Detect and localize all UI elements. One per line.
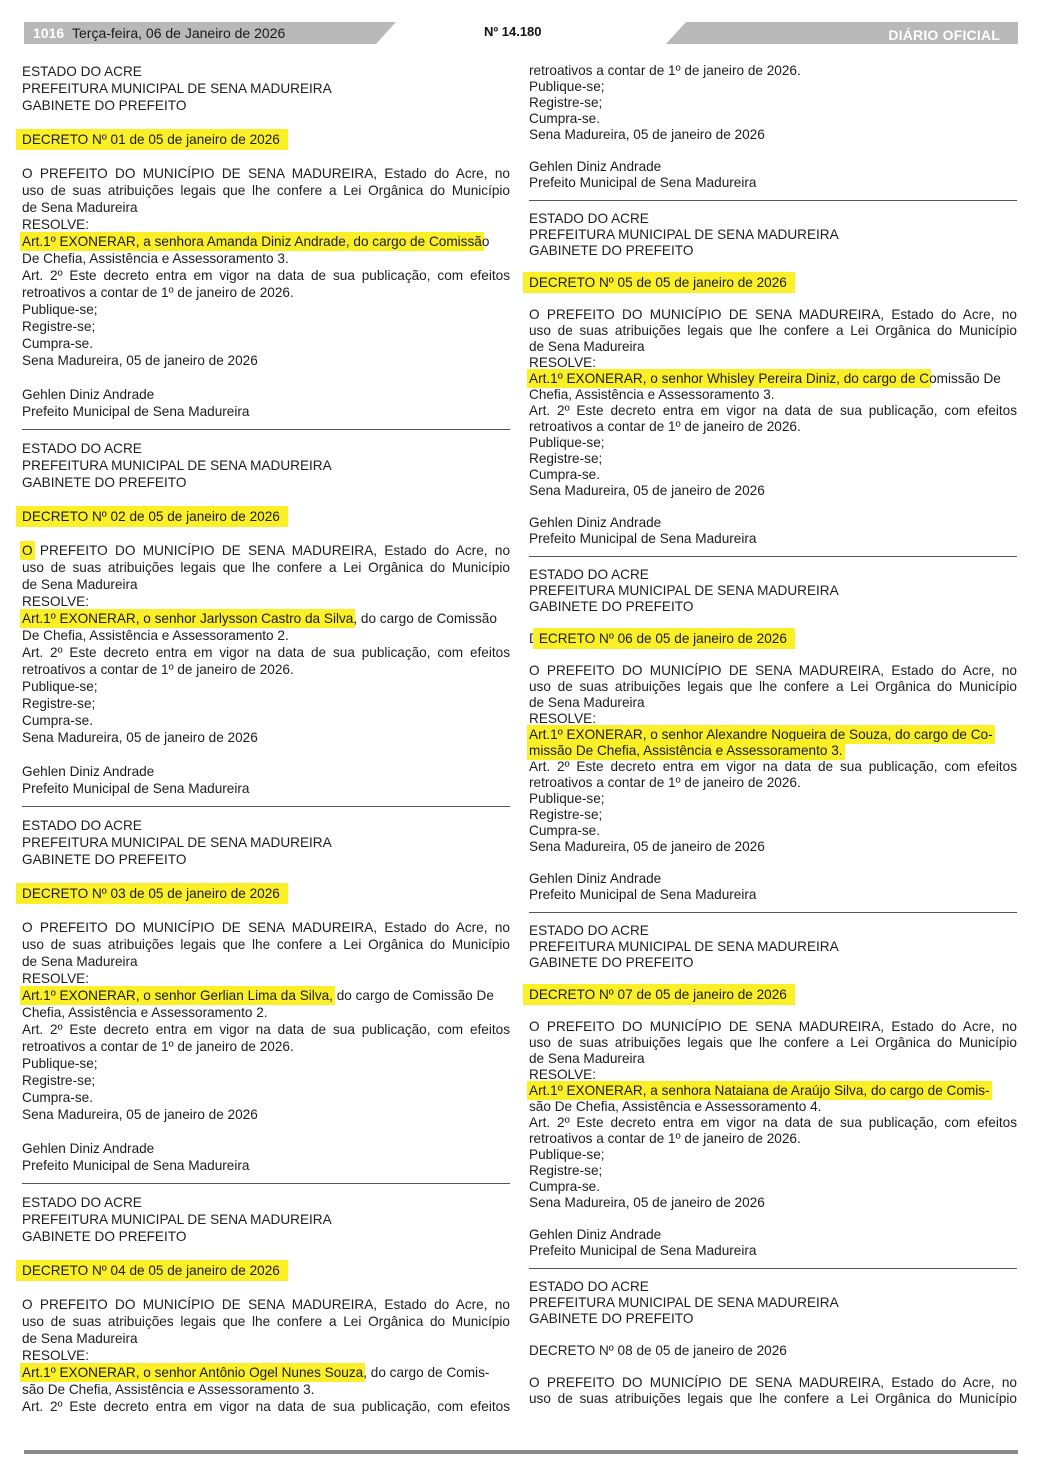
decree-block [22, 63, 510, 420]
preamble-line: de Sena Madureira [22, 954, 138, 969]
right-column [529, 63, 1017, 1407]
registre: Registre-se; [22, 1073, 96, 1088]
article-2-cont: retroativos a contar de 1º de janeiro de 2026. [22, 285, 294, 300]
decree-block [22, 440, 510, 797]
divider [529, 1268, 1017, 1269]
signer-name: Gehlen Diniz Andrade [529, 159, 662, 174]
place-date: Sena Madureira, 05 de janeiro de 2026 [529, 839, 765, 854]
preamble-line: uso de suas atribuições legais que lhe confere a Lei Orgânica do Município [529, 323, 1017, 338]
org-line: PREFEITURA MUNICIPAL DE SENA MADUREIRA [22, 81, 332, 96]
decree-block [529, 567, 1017, 903]
preamble-line: O PREFEITO DO MUNICÍPIO DE SENA MADUREIRA, Estado do Acre, no [22, 166, 510, 181]
preamble-line: uso de suas atribuições legais que lhe confere a Lei Orgânica do Município [529, 1391, 1017, 1406]
place-date: Sena Madureira, 05 de janeiro de 2026 [529, 483, 765, 498]
highlighted-text: Art.1º EXONERAR, o senhor Antônio Ogel Nunes Souza [22, 1365, 364, 1380]
preamble-line: uso de suas atribuições legais que lhe confere a Lei Orgânica do Município [529, 1035, 1017, 1050]
highlighted-text: Art.1º EXONERAR, o senhor Gerlian Lima da Silva, [22, 988, 333, 1003]
decree-block [529, 211, 1017, 547]
place-date: Sena Madureira, 05 de janeiro de 2026 [22, 730, 258, 745]
cumpra: Cumpra-se. [22, 713, 94, 728]
resolve-label: RESOLVE: [22, 594, 89, 609]
article-1-cont [529, 743, 1017, 759]
divider [529, 200, 1017, 201]
signer-title: Prefeito Municipal de Sena Madureira [529, 1243, 757, 1258]
resolve-label: RESOLVE: [22, 217, 89, 232]
decree-block [22, 817, 510, 1174]
signer-title: Prefeito Municipal de Sena Madureira [529, 175, 757, 190]
article-2-cont: retroativos a contar de 1º de janeiro de 2026. [529, 1131, 801, 1146]
org-line: PREFEITURA MUNICIPAL DE SENA MADUREIRA [529, 583, 839, 598]
article-1: Art.1º EXONERAR, o senhor Antônio Ogel Nunes Souza, do cargo de Comis- [22, 1365, 490, 1380]
decree-continuation [529, 63, 1017, 191]
divider [529, 912, 1017, 913]
cumpra: Cumpra-se. [529, 823, 601, 838]
header-left-tab [24, 22, 376, 44]
signer-title: Prefeito Municipal de Sena Madureira [22, 404, 250, 419]
highlighted-text: Art.1º EXONERAR, a senhora Nataiana de Araújo Silva, do cargo de Comis- [529, 1083, 990, 1098]
issue-number: Nº 14.180 [484, 24, 542, 39]
org-line: PREFEITURA MUNICIPAL DE SENA MADUREIRA [529, 1295, 839, 1310]
signer-name: Gehlen Diniz Andrade [529, 1227, 662, 1242]
decree-title: DECRETO Nº 01 de 05 de janeiro de 2026 [22, 132, 280, 147]
decree-title: DECRETO Nº 02 de 05 de janeiro de 2026 [22, 509, 280, 524]
publique: Publique-se; [529, 79, 605, 94]
divider [529, 556, 1017, 557]
org-line: GABINETE DO PREFEITO [529, 1311, 694, 1326]
article-1: Art.1º EXONERAR, o senhor Whisley Pereira Diniz, do cargo de Comissão De [529, 371, 1001, 386]
preamble-line: uso de suas atribuições legais que lhe confere a Lei Orgânica do Município [22, 560, 510, 575]
place-date: Sena Madureira, 05 de janeiro de 2026 [22, 353, 258, 368]
org-line: GABINETE DO PREFEITO [22, 852, 187, 867]
header-right-tab [686, 22, 1018, 44]
place-date: Sena Madureira, 05 de janeiro de 2026 [22, 1107, 258, 1122]
cumpra: Cumpra-se. [529, 467, 601, 482]
divider [22, 429, 510, 430]
article-1-cont: Chefia, Assistência e Assessoramento 2. [22, 1005, 268, 1020]
article-2: Art. 2º Este decreto entra em vigor na data de sua publicação, com efeitos [529, 759, 1017, 774]
preamble-line: de Sena Madureira [22, 577, 138, 592]
preamble-line: de Sena Madureira [22, 200, 138, 215]
resolve-label: RESOLVE: [529, 355, 596, 370]
preamble-line: uso de suas atribuições legais que lhe confere a Lei Orgânica do Município [22, 937, 510, 952]
resolve-label: RESOLVE: [22, 971, 89, 986]
decree-block [22, 1194, 510, 1415]
decree-title: DECRETO Nº 06 de 05 de janeiro de 2026 [529, 631, 787, 646]
resolve-label: RESOLVE: [529, 711, 596, 726]
preamble-line: O PREFEITO DO MUNICÍPIO DE SENA MADUREIRA, Estado do Acre, no [22, 1297, 510, 1312]
page-header [24, 22, 1018, 44]
cumpra: Cumpra-se. [22, 336, 94, 351]
decree-title: DECRETO Nº 07 de 05 de janeiro de 2026 [529, 987, 787, 1002]
org-line: ESTADO DO ACRE [529, 923, 649, 938]
decree-title: DECRETO Nº 05 de 05 de janeiro de 2026 [529, 275, 787, 290]
preamble-line: O PREFEITO DO MUNICÍPIO DE SENA MADUREIRA, Estado do Acre, no [529, 663, 1017, 678]
article-2: Art. 2º Este decreto entra em vigor na data de sua publicação, com efeitos [22, 268, 510, 283]
highlighted-text: Art.1º EXONERAR, o senhor Whisley Pereira Diniz, do cargo de C [529, 371, 930, 386]
article-1: Art.1º EXONERAR, o senhor Jarlysson Castro da Silva, do cargo de Comissão [22, 611, 497, 626]
cumpra: Cumpra-se. [529, 1179, 601, 1194]
page-number: 1016 [33, 25, 65, 41]
org-line: PREFEITURA MUNICIPAL DE SENA MADUREIRA [529, 227, 839, 242]
decree-title: DECRETO Nº 04 de 05 de janeiro de 2026 [22, 1263, 280, 1278]
signer-title: Prefeito Municipal de Sena Madureira [22, 1158, 250, 1173]
org-line: ESTADO DO ACRE [22, 441, 142, 456]
org-line: GABINETE DO PREFEITO [22, 98, 187, 113]
left-column [22, 63, 510, 1415]
article-1-cont: De Chefia, Assistência e Assessoramento 2. [22, 628, 289, 643]
org-line: ESTADO DO ACRE [529, 567, 649, 582]
org-line: ESTADO DO ACRE [22, 818, 142, 833]
org-line: GABINETE DO PREFEITO [22, 475, 187, 490]
cumpra: Cumpra-se. [22, 1090, 94, 1105]
article-2-cont: retroativos a contar de 1º de janeiro de 2026. [529, 63, 801, 78]
publication-name: DIÁRIO OFICIAL [888, 27, 1000, 43]
org-line: GABINETE DO PREFEITO [22, 1229, 187, 1244]
publique: Publique-se; [529, 1147, 605, 1162]
registre: Registre-se; [529, 451, 603, 466]
divider [22, 1183, 510, 1184]
preamble-line: de Sena Madureira [22, 1331, 138, 1346]
org-line: GABINETE DO PREFEITO [529, 243, 694, 258]
org-line: ESTADO DO ACRE [529, 1279, 649, 1294]
decree-block [529, 1279, 1017, 1407]
preamble-line: O PREFEITO DO MUNICÍPIO DE SENA MADUREIRA, Estado do Acre, no [529, 1375, 1017, 1390]
registre: Registre-se; [22, 696, 96, 711]
signer-name: Gehlen Diniz Andrade [22, 1141, 155, 1156]
article-2: Art. 2º Este decreto entra em vigor na data de sua publicação, com efeitos [529, 403, 1017, 418]
highlighted-text: Art.1º EXONERAR, a senhora Amanda Diniz Andrade, do cargo de Comissã [22, 234, 482, 249]
org-line: GABINETE DO PREFEITO [529, 599, 694, 614]
decree-title: DECRETO Nº 03 de 05 de janeiro de 2026 [22, 886, 280, 901]
org-line: PREFEITURA MUNICIPAL DE SENA MADUREIRA [529, 939, 839, 954]
article-2-cont: retroativos a contar de 1º de janeiro de 2026. [529, 419, 801, 434]
signer-title: Prefeito Municipal de Sena Madureira [22, 781, 250, 796]
org-line: PREFEITURA MUNICIPAL DE SENA MADUREIRA [22, 1212, 332, 1227]
article-1 [529, 1083, 1017, 1099]
article-2: Art. 2º Este decreto entra em vigor na data de sua publicação, com efeitos [22, 1022, 510, 1037]
preamble-line: de Sena Madureira [529, 1051, 645, 1066]
signer-title: Prefeito Municipal de Sena Madureira [529, 887, 757, 902]
registre: Registre-se; [529, 807, 603, 822]
article-1: Art.1º EXONERAR, o senhor Gerlian Lima da Silva, do cargo de Comissão De [22, 988, 494, 1003]
article-1-cont: são De Chefia, Assistência e Assessoramento 3. [22, 1382, 315, 1397]
article-2: Art. 2º Este decreto entra em vigor na data de sua publicação, com efeitos [22, 1399, 510, 1414]
divider [22, 806, 510, 807]
registre: Registre-se; [22, 319, 96, 334]
article-2-cont: retroativos a contar de 1º de janeiro de 2026. [22, 1039, 294, 1054]
preamble-line: O PREFEITO DO MUNICÍPIO DE SENA MADUREIRA, Estado do Acre, no [529, 307, 1017, 322]
signer-name: Gehlen Diniz Andrade [529, 871, 662, 886]
preamble-line: uso de suas atribuições legais que lhe confere a Lei Orgânica do Município [22, 1314, 510, 1329]
org-line: ESTADO DO ACRE [529, 211, 649, 226]
article-1: Art.1º EXONERAR, a senhora Amanda Diniz Andrade, do cargo de Comissão [22, 234, 490, 249]
place-date: Sena Madureira, 05 de janeiro de 2026 [529, 127, 765, 142]
org-line: ESTADO DO ACRE [22, 64, 142, 79]
highlighted-text: Art.1º EXONERAR, o senhor Jarlysson Castro da Silva [22, 611, 354, 626]
signer-title: Prefeito Municipal de Sena Madureira [529, 531, 757, 546]
publique: Publique-se; [22, 679, 98, 694]
org-line: ESTADO DO ACRE [22, 1195, 142, 1210]
preamble-line: de Sena Madureira [529, 695, 645, 710]
publique: Publique-se; [22, 302, 98, 317]
decree-block [529, 923, 1017, 1259]
article-1-cont: são De Chefia, Assistência e Assessoramento 4. [529, 1099, 822, 1114]
preamble-line: O PREFEITO DO MUNICÍPIO DE SENA MADUREIRA, Estado do Acre, no [22, 543, 510, 558]
resolve-label: RESOLVE: [22, 1348, 89, 1363]
article-1-cont: Chefia, Assistência e Assessoramento 3. [529, 387, 775, 402]
publique: Publique-se; [529, 435, 605, 450]
highlighted-text: Art.1º EXONERAR, o senhor Alexandre Nogueira de Souza, do cargo de Co- [529, 727, 993, 742]
footer-rule [24, 1450, 1018, 1454]
publique: Publique-se; [529, 791, 605, 806]
signer-name: Gehlen Diniz Andrade [22, 387, 155, 402]
resolve-label: RESOLVE: [529, 1067, 596, 1082]
article-2-cont: retroativos a contar de 1º de janeiro de 2026. [529, 775, 801, 790]
preamble-line: O PREFEITO DO MUNICÍPIO DE SENA MADUREIRA, Estado do Acre, no [529, 1019, 1017, 1034]
preamble-line: O PREFEITO DO MUNICÍPIO DE SENA MADUREIRA, Estado do Acre, no [22, 920, 510, 935]
article-1-cont: De Chefia, Assistência e Assessoramento 3. [22, 251, 289, 266]
article-2: Art. 2º Este decreto entra em vigor na data de sua publicação, com efeitos [22, 645, 510, 660]
article-1 [529, 727, 1017, 743]
decree-title: DECRETO Nº 08 de 05 de janeiro de 2026 [529, 1343, 787, 1358]
publique: Publique-se; [22, 1056, 98, 1071]
preamble-line: uso de suas atribuições legais que lhe confere a Lei Orgânica do Município [22, 183, 510, 198]
article-2-cont: retroativos a contar de 1º de janeiro de 2026. [22, 662, 294, 677]
issue-date: Terça-feira, 06 de Janeiro de 2026 [72, 25, 286, 41]
signer-name: Gehlen Diniz Andrade [22, 764, 155, 779]
org-line: GABINETE DO PREFEITO [529, 955, 694, 970]
registre: Registre-se; [529, 95, 603, 110]
org-line: PREFEITURA MUNICIPAL DE SENA MADUREIRA [22, 835, 332, 850]
article-2: Art. 2º Este decreto entra em vigor na data de sua publicação, com efeitos [529, 1115, 1017, 1130]
cumpra: Cumpra-se. [529, 111, 601, 126]
org-line: PREFEITURA MUNICIPAL DE SENA MADUREIRA [22, 458, 332, 473]
preamble-line: de Sena Madureira [529, 339, 645, 354]
preamble-line: uso de suas atribuições legais que lhe confere a Lei Orgânica do Município [529, 679, 1017, 694]
place-date: Sena Madureira, 05 de janeiro de 2026 [529, 1195, 765, 1210]
highlighted-text: missão De Chefia, Assistência e Assessoramento 3. [529, 743, 843, 758]
registre: Registre-se; [529, 1163, 603, 1178]
signer-name: Gehlen Diniz Andrade [529, 515, 662, 530]
